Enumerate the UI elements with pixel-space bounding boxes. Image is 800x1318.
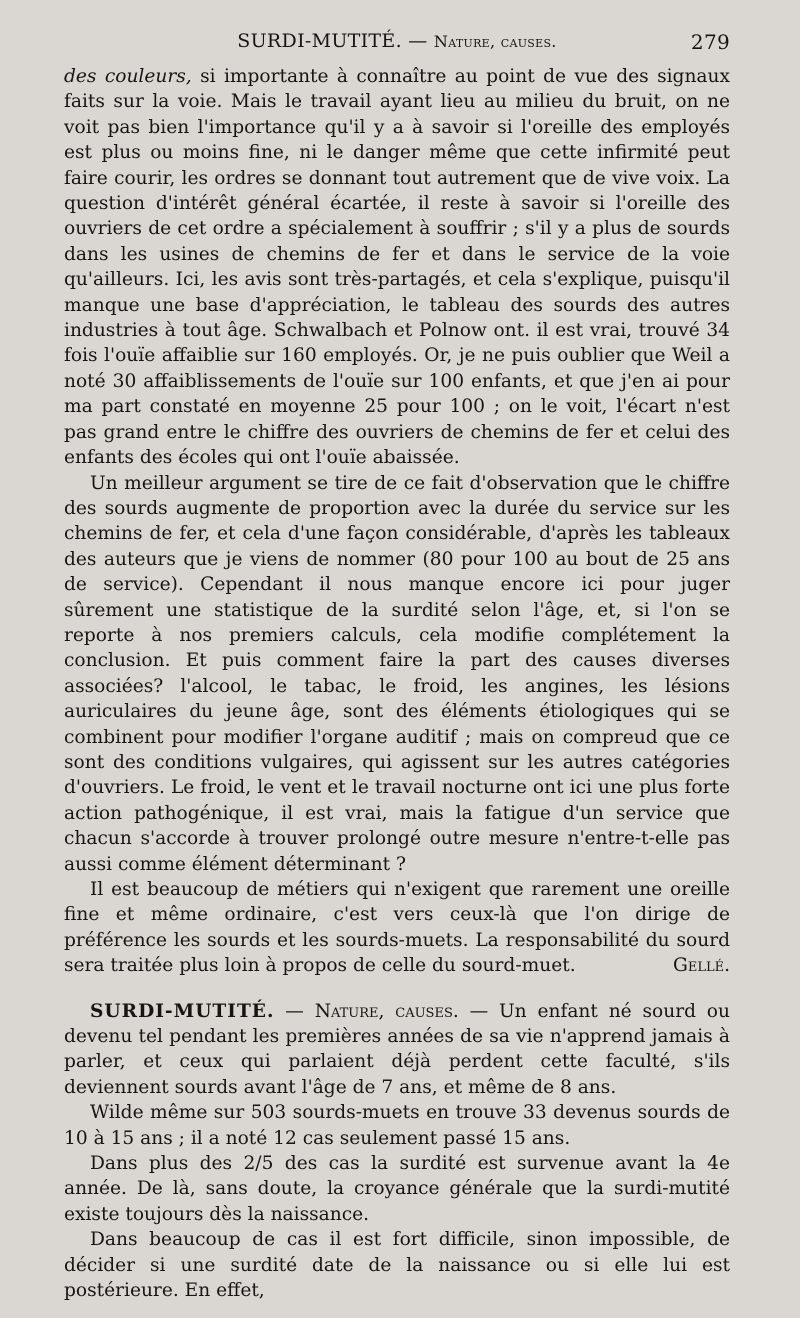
section-2-paragraph-1-text: Un enfant né sourd ou devenu tel pendant les premières années de sa vie n'apprend jamais à parler, et ceux qui parlaient déjà perdent cette faculté, s'ils deviennent sourds avant l'âge de 7 ans, et même de 8 ans. — [64, 1000, 730, 1098]
paragraph-3 — [64, 877, 730, 979]
section-2-paragraph-1 — [64, 999, 730, 1101]
paragraph-1-text: si importante à connaître au point de vue des signaux faits sur la voie. Mais le travail ayant lieu au milieu du bruit, on ne voit pas bien l'importance qu'il y a à savoir si l'oreille des employés est plus ou moins fine, ni le danger même que cette infirmité peut faire courir, les ordres se donnant tout autrement que de vive voix. La question d'intérêt général écartée, il reste à savoir si l'oreille des ouvriers de cet ordre a spécialement à souffrir ; s'il y a plus de sourds dans les usines de chemins de fer et dans le service de la voie qu'ailleurs. Ici, les avis sont très-partagés, et cela s'explique, puisqu'il manque une base d'appréciation, le tableau des sourds des autres industries à tout âge. Schwalbach et Polnow ont. il est vrai, trouvé 34 fois l'ouïe affaiblie sur 160 employés. Or, je ne puis oublier que Weil a noté 30 affaiblissements de l'ouïe sur 100 enfants, et que j'en ai pour ma part constaté en moyenne 25 pour 100 ; on le voit, l'écart n'est pas grand entre le chiffre des ouvriers de chemins de fer et celui des enfants des écoles qui ont l'ouïe abaissée. — [64, 66, 730, 469]
italic-phrase: des couleurs, — [64, 66, 192, 87]
paragraph-1 — [64, 64, 730, 471]
header-dash: — — [408, 30, 428, 52]
header-subtitle: Nature, causes. — [433, 32, 557, 51]
section-2-paragraph-3: Dans plus des 2/5 des cas la surdité est survenue avant la 4e année. De là, sans doute, la croyance générale que la surdi-mutité existe toujours dès la naissance. — [64, 1153, 730, 1225]
running-header-title — [237, 30, 556, 52]
paragraph-2: Un meilleur argument se tire de ce fait d'observation que le chiffre des sourds augmente de proportion avec la durée du service sur les chemins de fer, et cela d'une façon considérable, d'après les tableaux des auteurs que je viens de nommer (80 pour 100 au bout de 25 ans de service). Cependant il nous manque encore ici pour juger sûrement une statistique de la surdité selon l'âge, et, si l'on se reporte à nos premiers calculs, cela modifie complétement la conclusion. Et puis comment faire la part des causes diverses associées? l'alcool, le tabac, le froid, les angines, les lésions auriculaires du jeune âge, sont des éléments étiologiques qui se combinent pour modifier l'organe auditif ; mais on compreud que ce sont des conditions vulgaires, qui agissent sur les autres catégories d'ouvriers. Le froid, le vent et le travail nocturne ont ici une plus forte action pathogénique, il est vrai, mais la fatigue d'un service que chacun s'accorde à trouver prolongé outre mesure n'entre-t-elle pas aussi comme élément déterminant ? — [64, 472, 730, 875]
section-2-paragraph-4: Dans beaucoup de cas il est fort difficile, sinon impossible, de décider si une surdité date de la naissance ou si elle lui est postérieure. En effet, — [64, 1229, 730, 1302]
section-2-paragraph-2: Wilde même sur 503 sourds-muets en trouve 33 devenus sourds de 10 à 15 ans ; il a noté 12 cas seulement passé 15 ans. — [64, 1102, 730, 1149]
page-number: 279 — [690, 30, 730, 54]
heading-dash-2: — — [458, 1000, 500, 1022]
header-title-text: SURDI-MUTITÉ. — [237, 30, 402, 52]
heading-dash-1: — — [274, 1000, 315, 1022]
running-header — [64, 30, 730, 64]
section-gap — [64, 979, 730, 999]
author-signature: Gellé. — [672, 955, 730, 977]
section-heading: SURDI-MUTITÉ. — [90, 1000, 275, 1022]
paragraph-3-text: Il est beaucoup de métiers qui n'exigent que rarement une oreille fine et même ordinaire, c'est vers ceux-là que l'on dirige de préférence les sourds et les sourds-muets. La responsabilité du sourd sera traitée plus loin à propos de celle du sourd-muet. — [64, 879, 730, 977]
section-subheading: Nature, causes. — [314, 1000, 459, 1022]
